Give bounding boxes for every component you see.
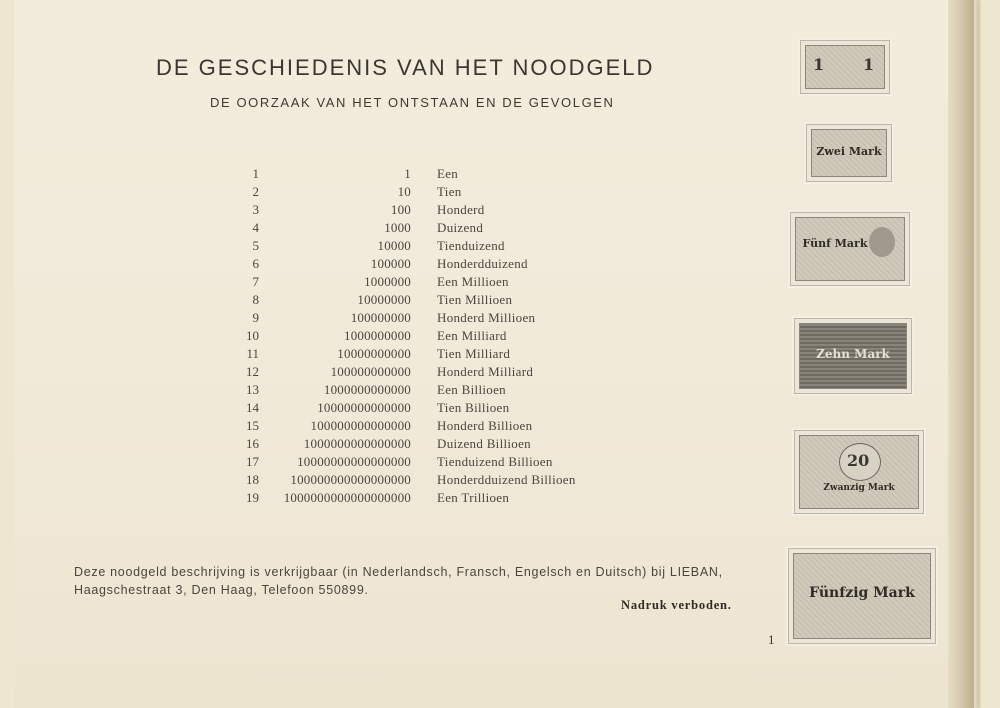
portrait-medallion bbox=[869, 227, 895, 257]
row-index: 13 bbox=[246, 382, 259, 397]
row-index: 5 bbox=[252, 238, 259, 253]
table-row bbox=[14, 166, 614, 184]
row-word: Tien bbox=[437, 184, 462, 199]
table-row bbox=[14, 220, 614, 238]
row-word: Tien Millioen bbox=[437, 292, 513, 307]
row-value: 1000000000000000000 bbox=[283, 490, 411, 505]
row-index: 1 bbox=[252, 166, 259, 181]
row-index: 7 bbox=[252, 274, 259, 289]
row-value: 1000 bbox=[384, 220, 411, 235]
row-value: 10000 bbox=[377, 238, 411, 253]
row-value: 100000000000000000 bbox=[290, 472, 411, 487]
row-index: 4 bbox=[252, 220, 259, 235]
row-word: Honderd Billioen bbox=[437, 418, 533, 433]
table-row bbox=[14, 472, 614, 490]
banknote-label: Fünf Mark bbox=[802, 237, 868, 250]
row-value: 100000000000000 bbox=[310, 418, 411, 433]
row-word: Tien Billioen bbox=[437, 400, 510, 415]
row-index: 18 bbox=[246, 472, 259, 487]
table-row bbox=[14, 292, 614, 310]
table-row bbox=[14, 256, 614, 274]
table-row bbox=[14, 490, 614, 508]
row-index: 9 bbox=[252, 310, 259, 325]
row-word: Een Trillioen bbox=[437, 490, 510, 505]
banknote-digit: 20 bbox=[847, 451, 870, 470]
table-row bbox=[14, 328, 614, 346]
banknote-five-mark-image bbox=[790, 212, 910, 286]
row-word: Een Millioen bbox=[437, 274, 509, 289]
row-index: 11 bbox=[246, 346, 259, 361]
row-value: 10000000000000 bbox=[317, 400, 411, 415]
row-word: Tienduizend bbox=[437, 238, 505, 253]
row-word: Tienduizend Billioen bbox=[437, 454, 553, 469]
availability-line-1: Deze noodgeld beschrijving is verkrijgbaar (in Nederlandsch, Fransch, Engelsch en Duitsch) bij LIEBAN, bbox=[74, 565, 723, 579]
table-row bbox=[14, 382, 614, 400]
row-value: 10 bbox=[397, 184, 411, 199]
table-row bbox=[14, 346, 614, 364]
row-word: Honderd bbox=[437, 202, 485, 217]
banknote-fifty-mark-image bbox=[788, 548, 936, 644]
table-row bbox=[14, 184, 614, 202]
row-word: Een Milliard bbox=[437, 328, 507, 343]
row-word: Honderdduizend Billioen bbox=[437, 472, 576, 487]
table-row bbox=[14, 238, 614, 256]
row-value: 10000000 bbox=[357, 292, 411, 307]
banknote-one-mark-image bbox=[800, 40, 890, 94]
row-word: Tien Milliard bbox=[437, 346, 511, 361]
row-index: 19 bbox=[246, 490, 259, 505]
row-word: Duizend Billioen bbox=[437, 436, 531, 451]
row-word: Een Billioen bbox=[437, 382, 506, 397]
document-page bbox=[14, 0, 974, 708]
page-number: 1 bbox=[768, 632, 775, 647]
banknote-label: Fünfzig Mark bbox=[809, 585, 915, 601]
table-row bbox=[14, 436, 614, 454]
table-row bbox=[14, 310, 614, 328]
title-text: DE GESCHIEDENIS VAN HET NOODGELD bbox=[156, 55, 655, 80]
banknote-two-mark-image bbox=[806, 124, 892, 182]
table-row bbox=[14, 454, 614, 472]
row-index: 3 bbox=[252, 202, 259, 217]
row-index: 8 bbox=[252, 292, 259, 307]
row-index: 15 bbox=[246, 418, 259, 433]
banknote-digit-right: 1 bbox=[863, 55, 875, 74]
row-value: 1000000000000 bbox=[323, 382, 411, 397]
page-edge bbox=[948, 0, 974, 708]
row-index: 12 bbox=[246, 364, 259, 379]
banknote-label: Zwei Mark bbox=[816, 145, 882, 158]
row-index: 17 bbox=[246, 454, 259, 469]
row-value: 10000000000 bbox=[337, 346, 411, 361]
row-index: 10 bbox=[246, 328, 259, 343]
availability-line-2: Haagschestraat 3, Den Haag, Telefoon 550899. bbox=[74, 583, 369, 597]
row-value: 100000000 bbox=[350, 310, 411, 325]
banknote-label: Zwanzig Mark bbox=[823, 483, 895, 493]
banknote-ten-mark-image bbox=[794, 318, 912, 394]
row-word: Honderd Millioen bbox=[437, 310, 536, 325]
table-row bbox=[14, 400, 614, 418]
banknote-twenty-mark-image bbox=[794, 430, 924, 514]
row-word: Duizend bbox=[437, 220, 484, 235]
row-word: Een bbox=[437, 166, 459, 181]
row-word: Honderdduizend bbox=[437, 256, 528, 271]
row-index: 2 bbox=[252, 184, 259, 199]
table-row bbox=[14, 274, 614, 292]
copyright-notice: Nadruk verboden. bbox=[621, 598, 732, 612]
row-value: 100000 bbox=[370, 256, 411, 271]
row-index: 14 bbox=[246, 400, 259, 415]
banknote-label: Zehn Mark bbox=[816, 347, 890, 361]
row-value: 1000000000 bbox=[344, 328, 411, 343]
row-value: 1 bbox=[404, 166, 411, 181]
table-row bbox=[14, 202, 614, 220]
table-row bbox=[14, 364, 614, 382]
availability-note bbox=[74, 563, 754, 599]
table-row bbox=[14, 418, 614, 436]
row-value: 10000000000000000 bbox=[297, 454, 411, 469]
row-index: 6 bbox=[252, 256, 259, 271]
row-index: 16 bbox=[246, 436, 259, 451]
row-word: Honderd Milliard bbox=[437, 364, 534, 379]
row-value: 1000000 bbox=[364, 274, 411, 289]
row-value: 100000000000 bbox=[330, 364, 411, 379]
row-value: 100 bbox=[390, 202, 411, 217]
banknote-digit: 1 bbox=[813, 55, 825, 74]
row-value: 1000000000000000 bbox=[303, 436, 411, 451]
page-subtitle: DE OORZAAK VAN HET ONTSTAAN EN DE GEVOLGEN bbox=[210, 95, 615, 110]
